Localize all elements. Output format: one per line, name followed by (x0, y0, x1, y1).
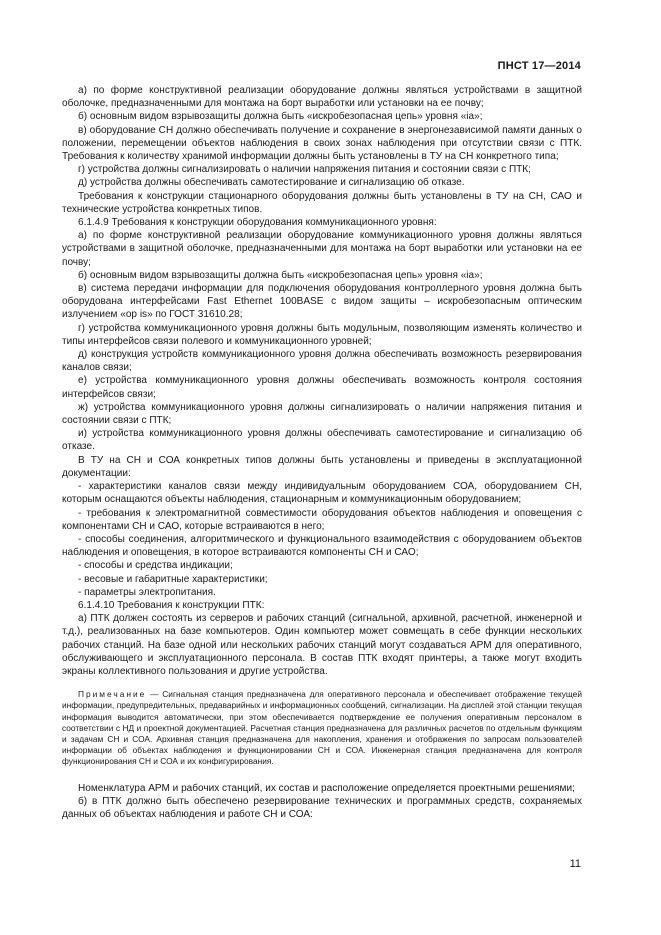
note (62, 689, 582, 767)
paragraph: б) основным видом взрывозащиты должна быть «искробезопасная цепь» уровня «ia»; (78, 111, 483, 123)
page-number: 11 (569, 858, 581, 870)
document-header: ПНСТ 17—2014 (497, 60, 581, 72)
paragraph: а) ПТК должен состоять из серверов и рабочих станций (сигнальной, архивной, расчетной, инженерной и т.д.), реализованных на базе компьютеров. Один компьютер может совмещать в себе функции нескольких рабочих станций. На базе одной или нескольких рабочих станций могут создаваться АРМ для оперативного, обслуживающего и эксплуатационного персонала. В состав ПТК входят принтеры, а также могут входить экраны коллективного пользования и другие устройства. (62, 613, 582, 677)
paragraph: в) система передачи информации для подключения оборудования контроллерного уровня должна быть оборудована интерфейсами Fast Ethernet 100BASE с видом защиты – искробезопасным оптическим излучением «op is» по ГОСТ 31610.28; (62, 283, 582, 321)
paragraph: в) оборудование СН должно обеспечивать получение и сохранение в энергонезависимой памяти данных о положении, перемещении объектов наблюдения в своих зонах наблюдения при отсутствии связи с ПТК. Требования к количеству хранимой информации должны быть установлены в ТУ на СН конкретного типа; (62, 124, 582, 163)
list-item: - способы и средства индикации; (78, 560, 233, 572)
document-body (62, 84, 582, 821)
list-item: - параметры электропитания. (78, 586, 216, 598)
paragraph: Номенклатура АРМ и рабочих станций, их состав и расположение определяется проектными решениями; (78, 782, 575, 794)
paragraph: е) устройства коммуникационного уровня должны обеспечивать возможность контроля состояния интерфейсов связи; (62, 375, 582, 400)
section-heading: 6.1.4.10 Требования к конструкции ПТК: (78, 599, 265, 611)
list-item: - требования к электромагнитной совместимости оборудования объектов наблюдения и оповещения с компонентами СН и САО, которые встраиваются в него; (62, 507, 582, 532)
list-item: - весовые и габаритные характеристики; (78, 573, 268, 585)
paragraph: ж) устройства коммуникационного уровня должны сигнализировать о наличии напряжения питания и состоянии связи с ПТК; (62, 401, 582, 427)
list-item: - способы соединения, алгоритмического и функционального взаимодействия с оборудованием объектов наблюдения и оповещения, в которое встраиваются компоненты СН и САО; (62, 533, 582, 559)
paragraph: б) основным видом взрывозащиты должна быть «искробезопасная цепь» уровня «ia»; (78, 269, 483, 281)
paragraph: а) по форме конструктивной реализации оборудование должны являться устройствами в защитной оболочке, предназначенными для монтажа на борт выработки или установки на ее почву; (62, 85, 582, 110)
paragraph: Требования к конструкции стационарного оборудования должны быть установлены в ТУ на СН, САО и технические устройства конкретных типов. (62, 190, 582, 215)
paragraph: и) устройства коммуникационного уровня должны обеспечивать самотестирование и сигнализацию об отказе. (62, 428, 582, 453)
paragraph: д) устройства должны обеспечивать самотестирование и сигнализацию об отказе. (78, 177, 465, 189)
paragraph: а) по форме конструктивной реализации оборудование коммуникационного уровня должны являться устройствами в защитной оболочке, предназначенными для монтажа на борт выработки или установки на ее почву; (62, 230, 582, 268)
paragraph: д) конструкция устройств коммуникационного уровня должна обеспечивать возможность резервирования каналов связи; (62, 349, 582, 374)
paragraph: г) устройства коммуникационного уровня должны быть модульным, позволяющим изменять количество и типы интерфейсов связи полевого и коммуникационного уровней; (62, 322, 582, 347)
note-text: — Сигнальная станция предназначена для оперативного персонала и обеспечивает отображение текущей информации, предупредительных, предаварийных и информационных сообщений, сигнализации. На дисплей этой станции текущая информация выводится автоматически, при этом обеспечивается подтверждение ее получения оперативным персоналом в соответствии с НД и проектной документацией. Расчетная станция предназначена для различных расчетов по отдельным функциям и задачам СН и СОА. Архивная станция предназначена для накопления, хранения и отображения по запросам пользователей информации об объектах наблюдения и функционировании СН и СОА. Инженерная станция предназначена для контроля функционирования СН и СОА и их конфигурирования. (62, 689, 582, 767)
list-item: - характеристики каналов связи между индивидуальным оборудованием СОА, оборудованием СН, которым оснащаются объекты наблюдения, стационарным и коммуникационным оборудованием; (62, 481, 582, 506)
paragraph: б) в ПТК должно быть обеспечено резервирование технических и программных средств, сохраняемых данных об объектах наблюдения и работе СН и СОА: (62, 795, 582, 820)
paragraph: г) устройства должны сигнализировать о наличии напряжения питания и состоянии связи с ПТК; (78, 164, 531, 176)
section-heading: 6.1.4.9 Требования к конструкции оборудования коммуникационного уровня: (78, 217, 437, 229)
note-label: Примечание (78, 689, 147, 700)
paragraph: В ТУ на СН и СОА конкретных типов должны быть установлены и приведены в эксплуатационной документации: (62, 454, 582, 479)
